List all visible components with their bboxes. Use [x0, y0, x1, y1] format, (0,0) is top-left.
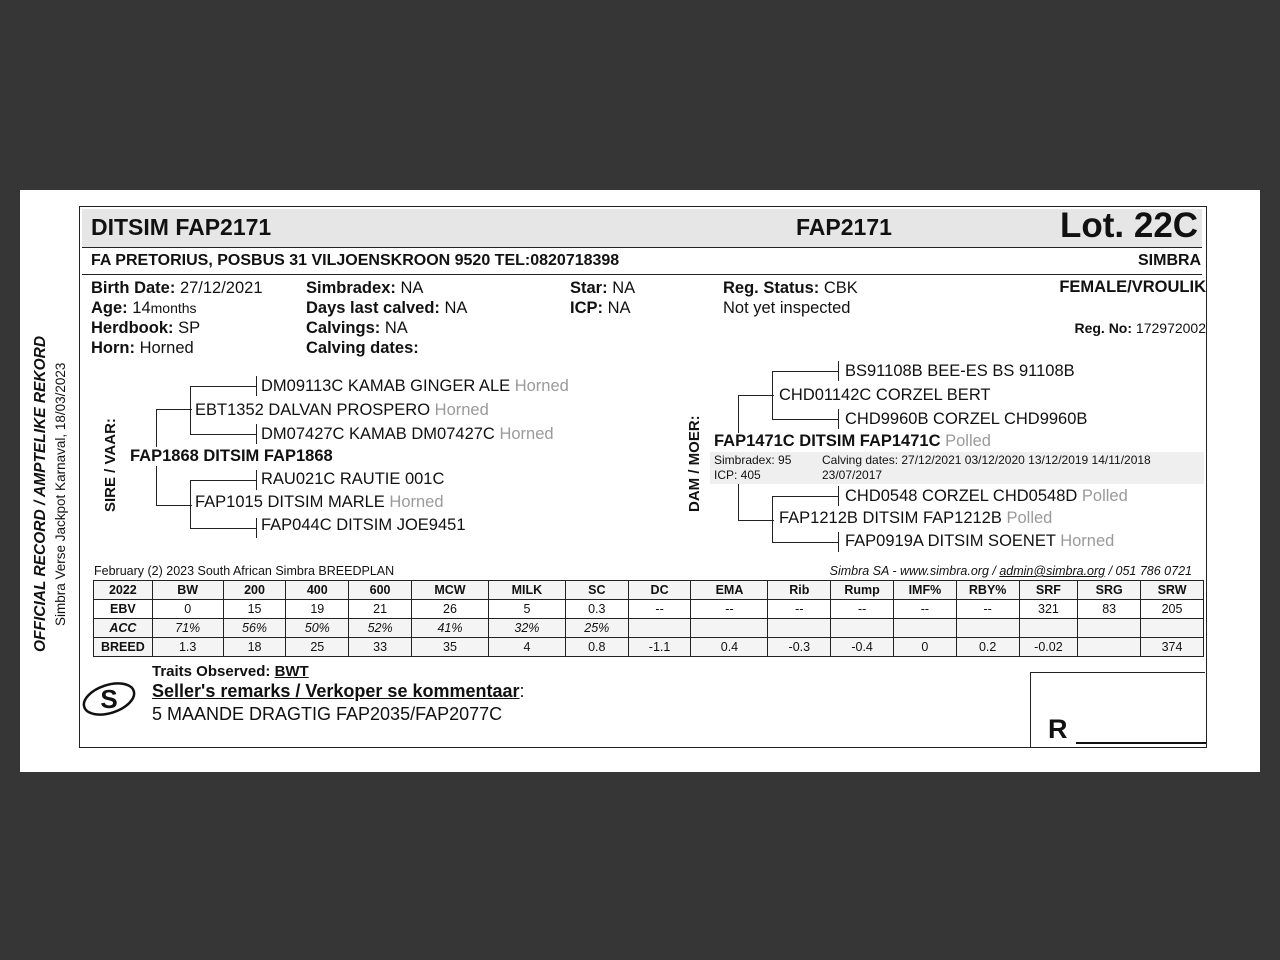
ebv-row-cell: 0 — [152, 600, 223, 619]
ebv-row-cell: 26 — [411, 600, 488, 619]
ebv-header-row-cell: SRG — [1078, 581, 1141, 600]
dam-sire: CHD01142C CORZEL BERT — [779, 386, 991, 404]
dam-dam-dam: FAP0919A DITSIM SOENET Horned — [845, 532, 1115, 550]
ebv-header-row-cell: 2022 — [94, 581, 153, 600]
sire-sire-dam: DM07427C KAMAB DM07427C Horned — [261, 425, 554, 443]
dam-bracket — [738, 395, 739, 433]
ebv-header-row-cell: 600 — [349, 581, 412, 600]
ebv-header-row-cell: MCW — [411, 581, 488, 600]
reg-no — [1074, 320, 1206, 336]
details-col2 — [306, 278, 467, 358]
calving-dates-label: Calving dates: — [306, 339, 419, 357]
breed-row-cell — [1078, 638, 1141, 657]
breed-row — [94, 638, 1204, 657]
star-value: NA — [612, 279, 636, 297]
ebv-row-cell: -- — [894, 600, 957, 619]
sire-line — [156, 409, 192, 410]
dam-calving-dates: Calving dates: 27/12/2021 03/12/2020 13/12/2019 14/11/2018 23/07/2017 — [822, 453, 1151, 482]
official-record-label: OFFICIAL RECORD / AMPTELIKE REKORD — [32, 335, 49, 652]
dam-dam: FAP1212B DITSIM FAP1212B Polled — [779, 509, 1053, 527]
price-prefix: R — [1048, 714, 1068, 744]
ebv-row-cell: 15 — [223, 600, 286, 619]
sire-bracket — [190, 386, 191, 434]
breed-row-cell: 25 — [286, 638, 349, 657]
details-col3 — [570, 278, 635, 318]
ebv-header-row-cell: 400 — [286, 581, 349, 600]
icp-label: ICP: — [570, 299, 603, 317]
breed-row-cell: 1.3 — [152, 638, 223, 657]
acc-row-cell — [1078, 619, 1141, 638]
breed-row-cell: -0.02 — [1019, 638, 1078, 657]
acc-row-cell — [691, 619, 768, 638]
ebv-row-cell: 0.3 — [565, 600, 628, 619]
acc-row-cell: 56% — [223, 619, 286, 638]
horn-value: Horned — [139, 339, 194, 357]
ebv-row-cell: 321 — [1019, 600, 1078, 619]
sire-bracket — [190, 480, 191, 528]
acc-row-cell: 71% — [152, 619, 223, 638]
ebv-row-cell: 5 — [488, 600, 565, 619]
tick — [838, 409, 839, 429]
calvings-label: Calvings: — [306, 319, 381, 337]
ebv-row-cell: -- — [691, 600, 768, 619]
ebv-row-cell: 19 — [286, 600, 349, 619]
acc-row-cell — [768, 619, 831, 638]
logo-letter: S — [100, 684, 118, 714]
dam-simbradex: Simbradex: 95 — [714, 453, 792, 467]
animal-name: DITSIM FAP2171 — [91, 214, 272, 240]
ebv-header-row-cell: IMF% — [894, 581, 957, 600]
dam-line — [772, 419, 838, 420]
ebv-header-row-cell: Rump — [831, 581, 894, 600]
breeder-info: FA PRETORIUS, POSBUS 31 VILJOENSKROON 9520 TEL:0820718398 — [91, 252, 620, 269]
sire-dam-sire: RAU021C RAUTIE 001C — [261, 470, 445, 488]
sire-line — [190, 434, 256, 435]
traits-observed: Traits Observed: BWT — [152, 663, 309, 680]
breed-row-cell: BREED — [94, 638, 153, 657]
ebv-row-cell: -- — [628, 600, 691, 619]
acc-row-cell — [894, 619, 957, 638]
price-box-left — [1030, 672, 1031, 747]
simbra-contact: Simbra SA - www.simbra.org / admin@simbra.org / 051 786 0721 — [829, 564, 1192, 578]
seller-remarks: 5 MAANDE DRAGTIG FAP2035/FAP2077C — [152, 704, 503, 724]
dam-line — [772, 371, 838, 372]
ebv-row-cell: EBV — [94, 600, 153, 619]
dam-line — [738, 520, 774, 521]
animal-record-card — [20, 190, 1260, 772]
ebv-header-row-cell: 200 — [223, 581, 286, 600]
dam-icp: ICP: 405 — [714, 468, 761, 482]
tick — [256, 424, 257, 444]
simbradex-value: NA — [400, 279, 424, 297]
breed-row-cell: 33 — [349, 638, 412, 657]
ebv-table — [93, 580, 1204, 657]
seller-remarks-label: Seller's remarks / Verkoper se kommentaar: — [152, 681, 525, 701]
acc-row-cell: 50% — [286, 619, 349, 638]
contact-email-link[interactable]: admin@simbra.org — [999, 564, 1106, 578]
sire-dam-dam: FAP044C DITSIM JOE9451 — [261, 516, 466, 534]
breed-row-cell: 4 — [488, 638, 565, 657]
sire-line — [156, 505, 192, 506]
ebv-row-cell: -- — [768, 600, 831, 619]
dam-bracket — [772, 371, 773, 419]
ebv-row-cell: 205 — [1141, 600, 1204, 619]
ebv-header-row-cell: SRF — [1019, 581, 1078, 600]
acc-row-cell — [1141, 619, 1204, 638]
ebv-header-row-cell: DC — [628, 581, 691, 600]
calvings-value: NA — [384, 319, 408, 337]
breed-row-cell: -0.4 — [831, 638, 894, 657]
tick — [838, 361, 839, 381]
details-col4 — [723, 278, 858, 318]
ebv-header-row-cell: MILK — [488, 581, 565, 600]
age-value: 14 — [132, 299, 151, 317]
acc-row-cell: 25% — [565, 619, 628, 638]
herdbook-label: Herdbook: — [91, 319, 174, 337]
acc-row-cell: 32% — [488, 619, 565, 638]
breedplan-caption: February (2) 2023 South African Simbra BREEDPLAN — [94, 564, 395, 578]
herdbook-value: SP — [178, 319, 201, 337]
tick — [256, 470, 257, 490]
acc-row-cell: 52% — [349, 619, 412, 638]
acc-row-cell — [831, 619, 894, 638]
reg-no-value: 172972002 — [1135, 320, 1206, 336]
days-calved-label: Days last calved: — [306, 299, 440, 317]
horn-label: Horn: — [91, 339, 135, 357]
ebv-header-row-cell: RBY% — [956, 581, 1019, 600]
star-label: Star: — [570, 279, 608, 297]
dam-sire-sire: BS91108B BEE-ES BS 91108B — [845, 362, 1075, 380]
dam-line — [738, 395, 774, 396]
acc-row-cell: ACC — [94, 619, 153, 638]
divider — [82, 274, 1202, 275]
ebv-row-cell: 21 — [349, 600, 412, 619]
ebv-header-row-cell: SRW — [1141, 581, 1204, 600]
days-calved-value: NA — [444, 299, 468, 317]
acc-row — [94, 619, 1204, 638]
sire-name: FAP1868 DITSIM FAP1868 — [130, 447, 333, 465]
reg-status-label: Reg. Status: — [723, 279, 820, 297]
ebv-header-row-cell: EMA — [691, 581, 768, 600]
lot-number: Lot. 22C — [1060, 206, 1199, 245]
sex-label: FEMALE/VROULIK — [1059, 278, 1206, 296]
breed-row-cell: -1.1 — [628, 638, 691, 657]
sire-sire-sire: DM09113C KAMAB GINGER ALE Horned — [261, 377, 569, 395]
dam-line — [772, 496, 838, 497]
ebv-header-row-cell: Rib — [768, 581, 831, 600]
dam-bracket — [772, 496, 773, 542]
price-input-line[interactable] — [1076, 742, 1206, 744]
icp-value: NA — [607, 299, 631, 317]
breed-row-cell: 0.8 — [565, 638, 628, 657]
ebv-header-row-cell: BW — [152, 581, 223, 600]
acc-row-cell — [1019, 619, 1078, 638]
acc-row-cell: 41% — [411, 619, 488, 638]
dam-dam-sire: CHD0548 CORZEL CHD0548D Polled — [845, 487, 1128, 505]
sire-label: SIRE / VAAR: — [102, 418, 119, 512]
sire-dam: FAP1015 DITSIM MARLE Horned — [195, 493, 444, 511]
dam-label: DAM / MOER: — [686, 415, 703, 512]
price-box-top — [1030, 672, 1205, 673]
dam-line — [772, 542, 838, 543]
inspection-status: Not yet inspected — [723, 299, 851, 317]
ebv-row-cell: -- — [831, 600, 894, 619]
ebv-header-row-cell: SC — [565, 581, 628, 600]
dam-name: FAP1471C DITSIM FAP1471C Polled — [714, 432, 991, 450]
birth-label: Birth Date: — [91, 279, 176, 297]
simbra-logo — [80, 678, 138, 718]
breed-row-cell: 0.4 — [691, 638, 768, 657]
details-col1 — [91, 278, 263, 358]
auction-label: Simbra Verse Jackpot Karnaval, 18/03/2023 — [53, 362, 68, 626]
sire-line — [190, 480, 256, 481]
sire-sire: EBT1352 DALVAN PROSPERO Horned — [195, 401, 489, 419]
breed-label: SIMBRA — [1138, 252, 1202, 269]
simbradex-label: Simbradex: — [306, 279, 396, 297]
acc-row-cell — [956, 619, 1019, 638]
animal-id: FAP2171 — [796, 214, 892, 240]
breed-row-cell: 18 — [223, 638, 286, 657]
tick — [256, 518, 257, 538]
acc-row-cell — [628, 619, 691, 638]
breed-row-cell: 0 — [894, 638, 957, 657]
tick — [838, 486, 839, 506]
breed-row-cell: -0.3 — [768, 638, 831, 657]
birth-value: 27/12/2021 — [179, 279, 263, 297]
ebv-row — [94, 600, 1204, 619]
dam-sire-dam: CHD9960B CORZEL CHD9960B — [845, 410, 1088, 428]
age-label: Age: — [91, 299, 128, 317]
breed-row-cell: 374 — [1141, 638, 1204, 657]
dam-bracket — [738, 480, 739, 520]
ebv-row-cell: 83 — [1078, 600, 1141, 619]
breed-row-cell: 35 — [411, 638, 488, 657]
reg-status-value: CBK — [823, 279, 858, 297]
dam-stats — [714, 453, 791, 483]
breed-row-cell: 0.2 — [956, 638, 1019, 657]
sire-line — [190, 386, 256, 387]
tick — [256, 376, 257, 396]
reg-no-label: Reg. No: — [1074, 320, 1133, 336]
ebv-row-cell: -- — [956, 600, 1019, 619]
tick — [838, 532, 839, 552]
ebv-header-row — [94, 581, 1204, 600]
sire-line — [190, 528, 256, 529]
age-unit: months — [150, 300, 197, 316]
